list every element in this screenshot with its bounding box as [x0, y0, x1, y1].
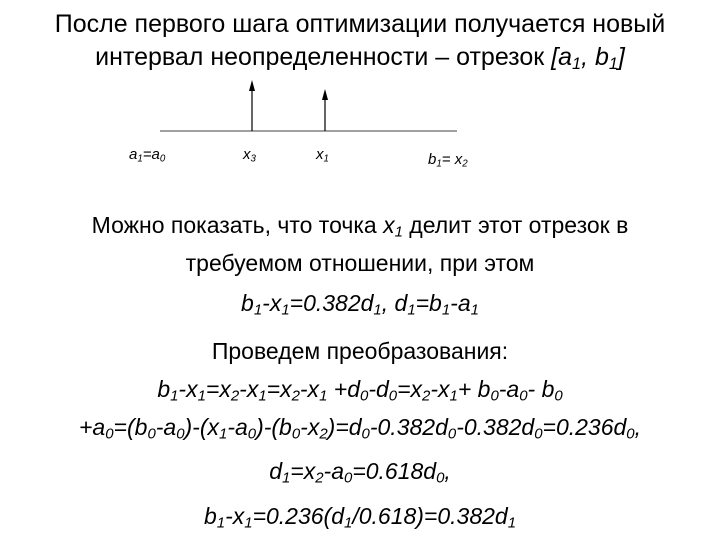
paragraph-1-prefix: Можно показать, что точка	[91, 212, 384, 238]
paragraph-3: Проведем преобразования:	[211, 338, 509, 364]
paragraph-1	[0, 212, 720, 239]
paragraph-2: требуемом отношении, при этом	[185, 250, 535, 276]
x1-arrow-head	[322, 89, 328, 100]
title-line-2-text: интервал неопределенности – отрезок	[95, 43, 552, 71]
label-b1-x2: $b_1= x_2$	[428, 151, 468, 170]
formula-5: $b_1-x_1=0.236(d_1/0.618)=0.382d_1$	[203, 503, 517, 532]
formula-3: $+a_0=(b_0-a_0)-(x_1-a_0)-(b_0-x_2)=d_0-0.382d_0-0.382d_0=0.236d_0$,	[79, 414, 641, 443]
paragraph-1-suffix: делит этот отрезок в	[402, 212, 629, 238]
formula-2: $b_1-x_1=x_2-x_1=x_2-x_1 +d_0-d_0=x_2-x_1+ b_0-a_0-$ $b_0$	[157, 376, 563, 405]
label-x1: $x_1$	[316, 146, 329, 165]
title-interval-math: [$a_1$, $b_1$]	[551, 43, 625, 74]
title-line-1: После первого шага оптимизации получается новый	[54, 10, 666, 38]
label-a1-a0: $a_1=a_0$	[129, 146, 166, 165]
x3-arrow-head	[249, 80, 255, 91]
label-x3: $x_3$	[243, 146, 256, 165]
var-x1: $x_1$	[383, 212, 403, 241]
formula-4: $d_1=x_2-a_0=0.618d_0$,	[269, 458, 451, 487]
interval-diagram	[0, 0, 720, 200]
formula-1: $b_1-x_1=0.382d_1$, $d_1=b_1-a_1$	[241, 290, 479, 319]
